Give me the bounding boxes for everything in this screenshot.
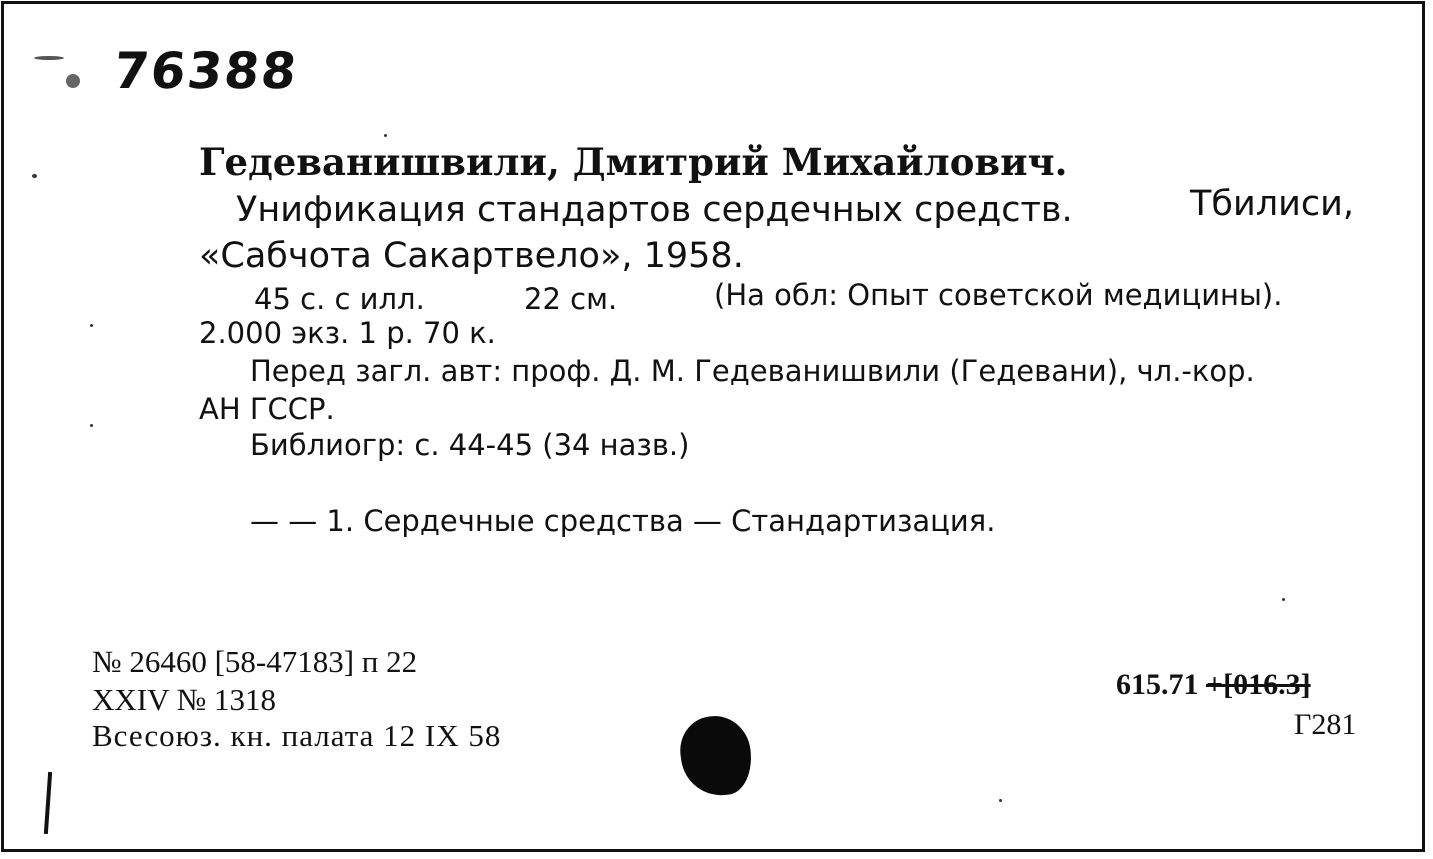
print-run-price: 2.000 экз. 1 р. 70 к.: [199, 316, 496, 350]
speck: [999, 799, 1002, 802]
speck: [90, 324, 93, 327]
place-of-publication: Тбилиси,: [1190, 184, 1354, 224]
speck: [384, 134, 387, 137]
speck: [32, 174, 37, 178]
classification-number: 615.71: [1116, 668, 1199, 701]
bibliography-note: Библиогр: с. 44-45 (34 назв.): [250, 428, 690, 462]
speck: [90, 424, 93, 427]
classification-code: [1116, 668, 1311, 702]
shelf-mark: Г281: [1294, 708, 1357, 741]
classification-struck: +[016.3]: [1206, 668, 1311, 701]
catalog-card: [1, 1, 1425, 852]
note-line-2: АН ГССР.: [199, 392, 335, 426]
speck: [34, 56, 64, 60]
series-note: (На обл: Опыт советской медицины).: [714, 278, 1283, 312]
subject-heading: — — 1. Сердечные средства — Стандартизация.: [250, 504, 996, 538]
publisher-year: «Сабчота Сакартвело», 1958.: [199, 236, 744, 276]
pagination: 45 с. с илл.: [254, 282, 425, 316]
handwritten-inventory-number: 76388: [110, 42, 302, 100]
author-heading: Гедеванишвили, Дмитрий Михайлович.: [199, 140, 1068, 184]
registration-line-3: Всесоюз. кн. палата 12 IX 58: [92, 718, 502, 753]
registration-line-1: № 26460 [58-47183] п 22: [92, 644, 418, 679]
speck: [1282, 598, 1285, 601]
title-line-1: Унификация стандартов сердечных средств.: [236, 190, 1073, 230]
dimensions: 22 см.: [524, 282, 618, 316]
ink-blot: [676, 712, 756, 801]
pencil-mark: [44, 772, 52, 834]
note-line-1: Перед загл. авт: проф. Д. М. Гедеванишвили (Гедевани), чл.-кор.: [250, 354, 1255, 388]
registration-line-2: XXIV № 1318: [92, 682, 277, 717]
speck: [66, 74, 80, 88]
